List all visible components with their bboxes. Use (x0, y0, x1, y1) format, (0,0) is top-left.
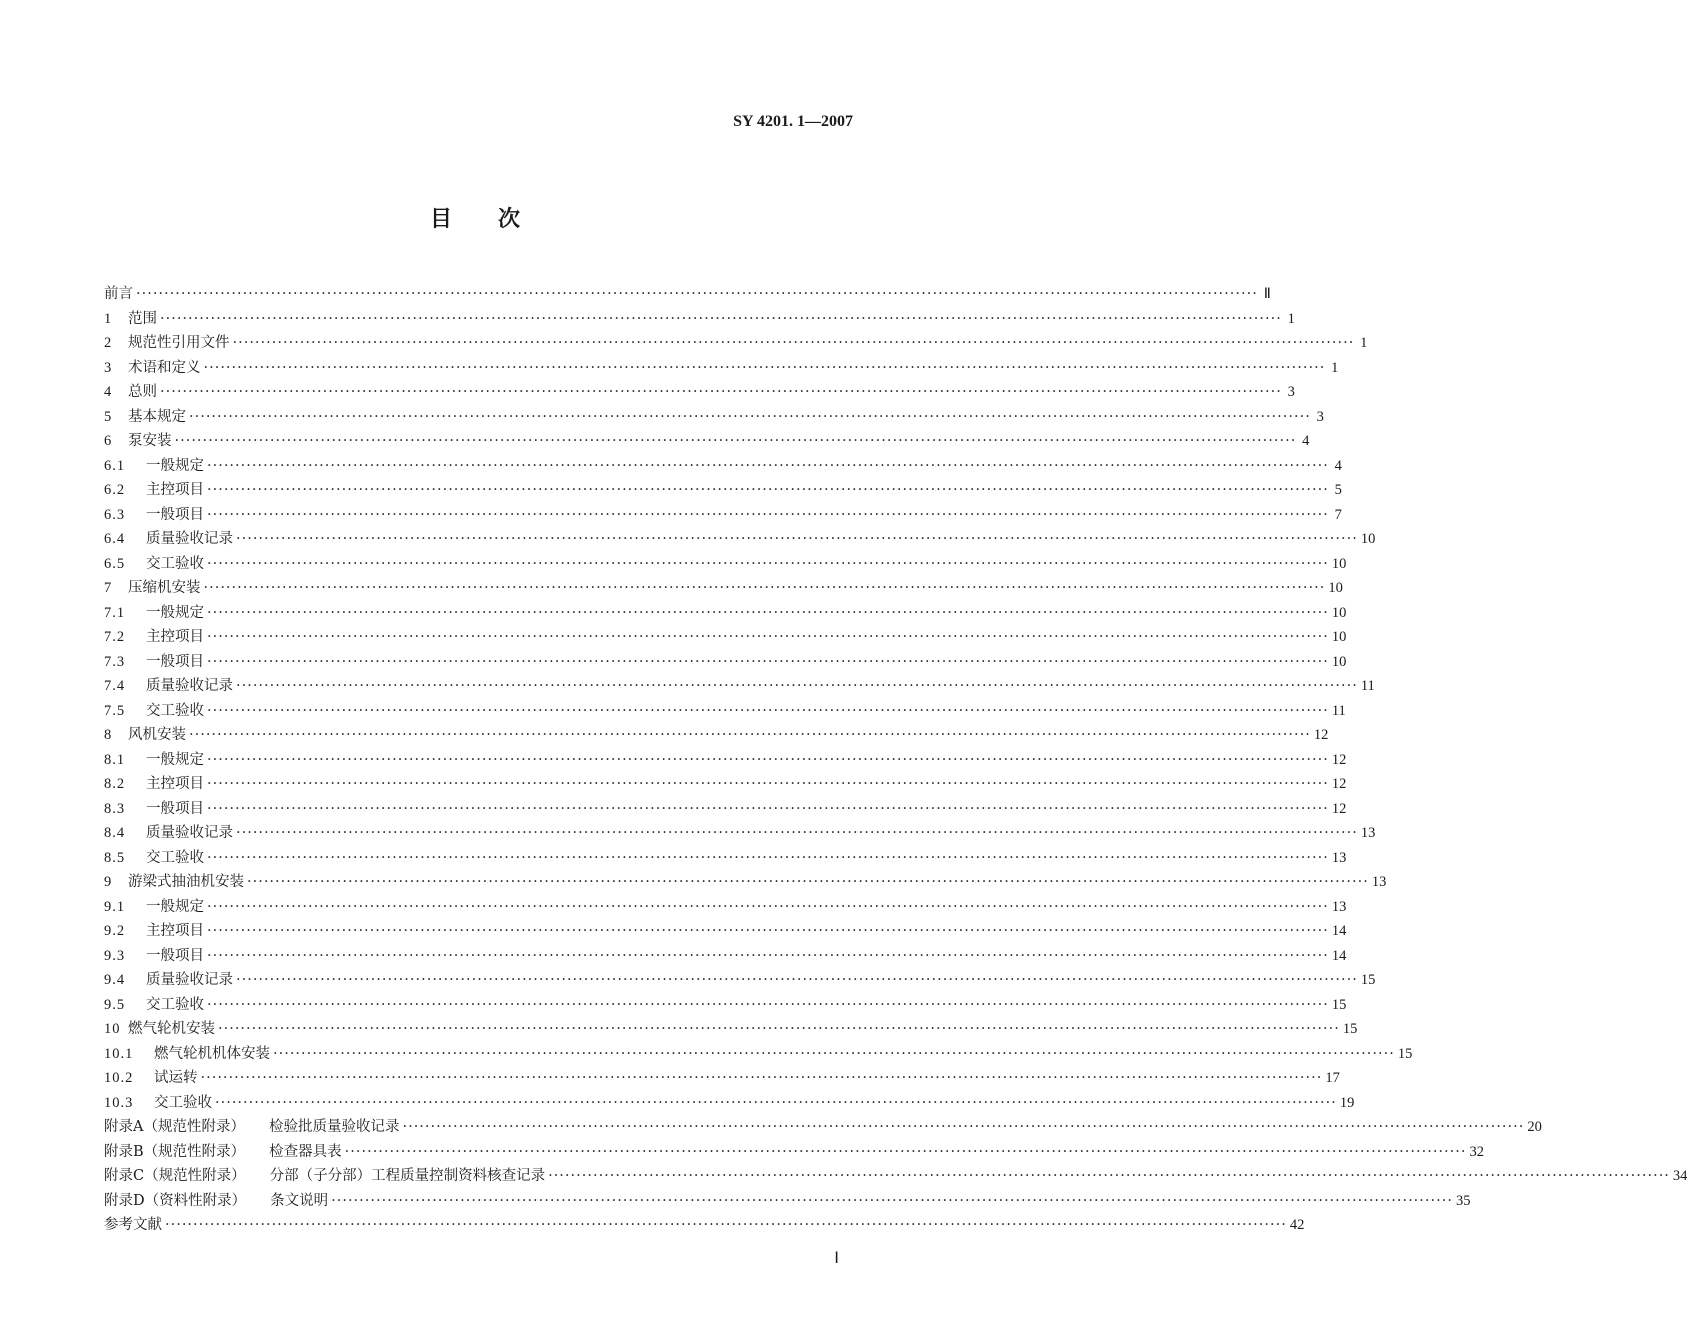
toc-entry[interactable] (104, 797, 1347, 822)
toc-dot-leader: ········································································································································································································ (344, 1143, 1467, 1160)
toc-entry-label: 主控项目 (146, 923, 204, 939)
toc-entry-label: 检验批质量验收记录 (268, 1119, 400, 1135)
toc-entry-page: 13 (1371, 874, 1387, 890)
toc-entry-page: 34 (1672, 1168, 1687, 1184)
toc-dot-leader: ········································································································································································································ (236, 531, 1358, 547)
toc-entry-page: 13 (1360, 825, 1376, 841)
toc-entry-number: 6.2 (104, 482, 126, 498)
toc-entry-number: 9.5 (104, 996, 126, 1013)
toc-entry-label: 交工验收 (146, 849, 204, 866)
toc-entry-label: 一般规定 (146, 898, 204, 915)
toc-entry-page: 19 (1339, 1094, 1355, 1111)
toc-dot-leader: ········································································································································································································ (207, 702, 1329, 719)
toc-entry-page: 12 (1313, 727, 1329, 743)
page-number: Ⅰ (834, 1250, 839, 1267)
toc-entry-label: 风机安装 (128, 727, 186, 743)
toc-dot-leader: ········································································································································································································ (160, 310, 1282, 327)
toc-entry-page: 3 (1287, 384, 1295, 400)
toc-entry-label: 交工验收 (146, 996, 204, 1013)
toc-entry[interactable] (104, 1164, 1687, 1189)
toc-entry[interactable] (104, 1066, 1340, 1091)
toc-entry-page: 10 (1331, 555, 1347, 572)
toc-entry-page: 1 (1331, 359, 1339, 376)
toc-entry-number: 10.3 (104, 1094, 134, 1111)
toc-entry-number: 9.1 (104, 898, 126, 915)
toc-entry[interactable] (104, 650, 1347, 675)
toc-dot-leader: ········································································································································································································ (160, 384, 1282, 400)
toc-dot-leader: ········································································································································································································ (273, 1045, 1395, 1062)
toc-entry-label: 条文说明 (270, 1192, 329, 1209)
toc-entry-label: 范围 (128, 310, 157, 327)
toc-entry-number: 2 (104, 335, 113, 351)
toc-entry[interactable] (104, 1091, 1355, 1116)
toc-entry[interactable] (104, 993, 1347, 1018)
toc-entry-page: 17 (1325, 1070, 1340, 1086)
toc-entry-number: 9 (104, 874, 113, 890)
toc-dot-leader: ········································································································································································································ (207, 555, 1329, 572)
toc-entry-number: 9.2 (104, 923, 126, 939)
toc-entry-number: 8.2 (104, 776, 126, 792)
toc-entry[interactable] (104, 968, 1376, 993)
toc-dot-leader: ········································································································································································································ (189, 727, 1311, 743)
toc-entry-number: 8.1 (104, 751, 126, 768)
toc-entry-number: 9.3 (104, 947, 126, 964)
toc-entry-label: 一般项目 (146, 506, 204, 523)
toc-entry[interactable] (104, 503, 1342, 528)
toc-dot-leader: ········································································································································································································ (207, 776, 1329, 792)
toc-entry-label: 燃气轮机安装 (128, 1021, 215, 1037)
toc-entry-page: 20 (1527, 1119, 1542, 1135)
toc-entry-label: 术语和定义 (128, 359, 201, 376)
toc-entry-label: 一般项目 (146, 947, 204, 964)
toc-entry[interactable] (104, 307, 1295, 332)
toc-entry[interactable] (104, 601, 1347, 626)
page-title: 目次 (429, 207, 566, 232)
toc-entry-page: 35 (1455, 1192, 1471, 1209)
toc-entry[interactable] (104, 919, 1347, 944)
toc-entry-label: 分部（子分部）工程质量控制资料核查记录 (269, 1168, 546, 1184)
toc-entry[interactable] (104, 1189, 1471, 1214)
toc-dot-leader: ········································································································································································································ (207, 947, 1329, 964)
toc-entry-label: 压缩机安装 (128, 580, 201, 596)
toc-entry-number: 6.5 (104, 555, 126, 572)
toc-entry-page: 15 (1331, 996, 1347, 1013)
toc-dot-leader: ········································································································································································································ (207, 457, 1329, 474)
toc-entry-page: 13 (1331, 898, 1347, 915)
standard-number: SY 4201. 1—2007 (733, 113, 853, 130)
toc-entry-page: 10 (1331, 629, 1347, 645)
toc-entry-number: 附录C（规范性附录） (104, 1168, 246, 1184)
toc-dot-leader: ········································································································································································································ (215, 1094, 1337, 1111)
toc-entry[interactable] (104, 1140, 1484, 1165)
toc-dot-leader: ········································································································································································································ (189, 408, 1311, 425)
toc-entry-number: 1 (104, 310, 113, 327)
toc-entry[interactable] (104, 527, 1376, 552)
toc-entry-page: 10 (1328, 580, 1343, 596)
toc-entry-page: 12 (1331, 776, 1347, 792)
toc-entry[interactable] (104, 846, 1347, 871)
toc-entry[interactable] (104, 870, 1387, 895)
toc-entry-label: 游梁式抽油机安装 (128, 874, 244, 890)
toc-entry-label: 试运转 (154, 1070, 198, 1086)
toc-dot-leader: ········································································································································································································ (402, 1119, 1525, 1135)
toc-dot-leader: ········································································································································································································ (207, 898, 1329, 915)
toc-entry[interactable] (104, 699, 1346, 724)
toc-entry-number: 8.4 (104, 825, 126, 841)
toc-entry-label: 一般规定 (146, 604, 204, 621)
toc-entry[interactable] (104, 552, 1347, 577)
toc-entry-page: 12 (1331, 751, 1347, 768)
toc-entry-number: 7 (104, 580, 113, 596)
toc-dot-leader: ········································································································································································································ (247, 874, 1369, 890)
toc-dot-leader: ········································································································································································································ (200, 1070, 1323, 1086)
toc-entry-page: 11 (1331, 702, 1346, 719)
toc-entry-number: 6 (104, 433, 113, 449)
toc-dot-leader: ········································································································································································································ (218, 1021, 1340, 1037)
toc-entry-number: 8.5 (104, 849, 126, 866)
toc-dot-leader: ········································································································································································································ (207, 653, 1329, 670)
toc-entry-label: 燃气轮机机体安装 (154, 1045, 270, 1062)
toc-entry-number: 7.5 (104, 702, 126, 719)
toc-entry-number: 7.3 (104, 653, 126, 670)
toc-entry-page: 32 (1469, 1143, 1484, 1160)
toc-entry-label: 参考文献 (104, 1217, 162, 1233)
toc-entry[interactable] (104, 356, 1339, 381)
toc-entry-page: 14 (1331, 923, 1347, 939)
toc-dot-leader: ········································································································································································································ (203, 580, 1326, 596)
toc-entry[interactable] (104, 625, 1347, 650)
toc-entry-label: 一般规定 (146, 751, 204, 768)
toc-entry-number: 4 (104, 384, 113, 400)
toc-entry-label: 交工验收 (154, 1094, 212, 1111)
toc-entry-page: 42 (1289, 1217, 1305, 1233)
toc-entry[interactable] (104, 772, 1347, 797)
toc-dot-leader: ········································································································································································································ (207, 800, 1329, 817)
toc-entry[interactable] (104, 821, 1376, 846)
toc-dot-leader: ········································································································································································································ (331, 1192, 1453, 1209)
toc-entry-page: 15 (1397, 1045, 1413, 1062)
toc-entry-label: 前言 (104, 286, 133, 302)
toc-dot-leader: ········································································································································································································ (136, 286, 1258, 302)
toc-entry[interactable] (104, 576, 1343, 601)
toc-entry-label: 交工验收 (146, 702, 204, 719)
toc-entry[interactable] (104, 723, 1329, 748)
toc-dot-leader: ········································································································································································································ (203, 359, 1326, 376)
toc-entry[interactable] (104, 1042, 1413, 1067)
toc-entry-page: 15 (1360, 972, 1376, 988)
toc-dot-leader: ········································································································································································································ (207, 604, 1329, 621)
toc-entry-label: 一般项目 (146, 800, 204, 817)
toc-entry-number: 6.1 (104, 457, 126, 474)
toc-entry-page: 14 (1331, 947, 1347, 964)
toc-dot-leader: ········································································································································································································ (207, 751, 1329, 768)
toc-dot-leader: ········································································································································································································ (236, 678, 1358, 694)
toc-entry-label: 主控项目 (146, 482, 204, 498)
toc-entry-number: 6.3 (104, 506, 126, 523)
toc-entry-label: 质量验收记录 (146, 678, 233, 694)
toc-entry[interactable] (104, 1115, 1542, 1140)
toc-entry[interactable] (104, 429, 1310, 454)
toc-dot-leader: ········································································································································································································ (236, 825, 1358, 841)
toc-entry-number: 7.1 (104, 604, 126, 621)
toc-dot-leader: ········································································································································································································ (207, 482, 1329, 498)
toc-dot-leader: ········································································································································································································ (548, 1168, 1670, 1184)
toc-entry-label: 泵安装 (128, 433, 172, 449)
toc-dot-leader: ········································································································································································································ (207, 996, 1329, 1013)
toc-entry-label: 规范性引用文件 (128, 335, 230, 351)
toc-entry-page: 1 (1360, 335, 1368, 351)
toc-entry-number: 9.4 (104, 972, 126, 988)
toc-dot-leader: ········································································································································································································ (236, 972, 1358, 988)
toc-entry[interactable] (104, 1213, 1305, 1238)
toc-entry-label: 检查器具表 (269, 1143, 342, 1160)
toc-entry-label: 质量验收记录 (146, 531, 233, 547)
toc-dot-leader: ········································································································································································································ (207, 923, 1329, 939)
toc-entry-label: 质量验收记录 (146, 972, 233, 988)
toc-entry-number: 附录B（规范性附录） (104, 1143, 246, 1160)
toc-entry-page: 11 (1360, 678, 1375, 694)
toc-entry[interactable] (104, 944, 1347, 969)
toc-entry[interactable] (104, 1017, 1358, 1042)
toc-entry-label: 主控项目 (146, 629, 204, 645)
toc-entry-label: 交工验收 (146, 555, 204, 572)
toc-entry-page: 10 (1331, 604, 1347, 621)
toc-dot-leader: ········································································································································································································ (232, 335, 1355, 351)
toc-entry-page: 15 (1342, 1021, 1358, 1037)
toc-entry-page: Ⅱ (1263, 286, 1271, 302)
toc-entry-label: 一般项目 (146, 653, 204, 670)
toc-dot-leader: ········································································································································································································ (174, 433, 1297, 449)
toc-entry-label: 基本规定 (128, 408, 186, 425)
toc-entry-label: 质量验收记录 (146, 825, 233, 841)
toc-dot-leader: ········································································································································································································ (165, 1217, 1287, 1233)
toc-entry-number: 6.4 (104, 531, 126, 547)
toc-entry-page: 7 (1334, 506, 1342, 523)
toc-entry-number: 7.2 (104, 629, 126, 645)
table-of-contents (104, 282, 1687, 1238)
toc-entry[interactable] (104, 674, 1375, 699)
toc-entry-number: 10 (104, 1021, 121, 1037)
toc-entry-page: 5 (1334, 482, 1342, 498)
toc-entry[interactable] (104, 454, 1342, 479)
toc-entry[interactable] (104, 895, 1347, 920)
toc-entry-page: 12 (1331, 800, 1347, 817)
toc-entry-number: 10.1 (104, 1045, 134, 1062)
toc-entry-page: 3 (1316, 408, 1324, 425)
toc-entry[interactable] (104, 380, 1295, 405)
toc-entry-label: 一般规定 (146, 457, 204, 474)
toc-entry-number: 7.4 (104, 678, 126, 694)
toc-entry-page: 4 (1334, 457, 1342, 474)
toc-entry-page: 1 (1287, 310, 1295, 327)
toc-entry-page: 4 (1302, 433, 1310, 449)
toc-entry-page: 13 (1331, 849, 1347, 866)
toc-entry-number: 附录D（资料性附录） (104, 1192, 247, 1209)
toc-entry[interactable] (104, 748, 1347, 773)
toc-entry-number: 3 (104, 359, 113, 376)
toc-entry-page: 10 (1331, 653, 1347, 670)
toc-entry-number: 8.3 (104, 800, 126, 817)
toc-entry-page: 10 (1360, 531, 1376, 547)
toc-entry[interactable] (104, 478, 1342, 503)
toc-dot-leader: ········································································································································································································ (207, 506, 1329, 523)
toc-entry[interactable] (104, 405, 1324, 430)
toc-entry[interactable] (104, 282, 1271, 307)
toc-entry-number: 5 (104, 408, 113, 425)
toc-entry-number: 附录A（规范性附录） (104, 1119, 245, 1135)
toc-entry-label: 总则 (128, 384, 157, 400)
toc-entry-number: 8 (104, 727, 113, 743)
toc-entry-label: 主控项目 (146, 776, 204, 792)
toc-dot-leader: ········································································································································································································ (207, 849, 1329, 866)
toc-dot-leader: ········································································································································································································ (207, 629, 1329, 645)
toc-entry[interactable] (104, 331, 1368, 356)
toc-entry-number: 10.2 (104, 1070, 134, 1086)
